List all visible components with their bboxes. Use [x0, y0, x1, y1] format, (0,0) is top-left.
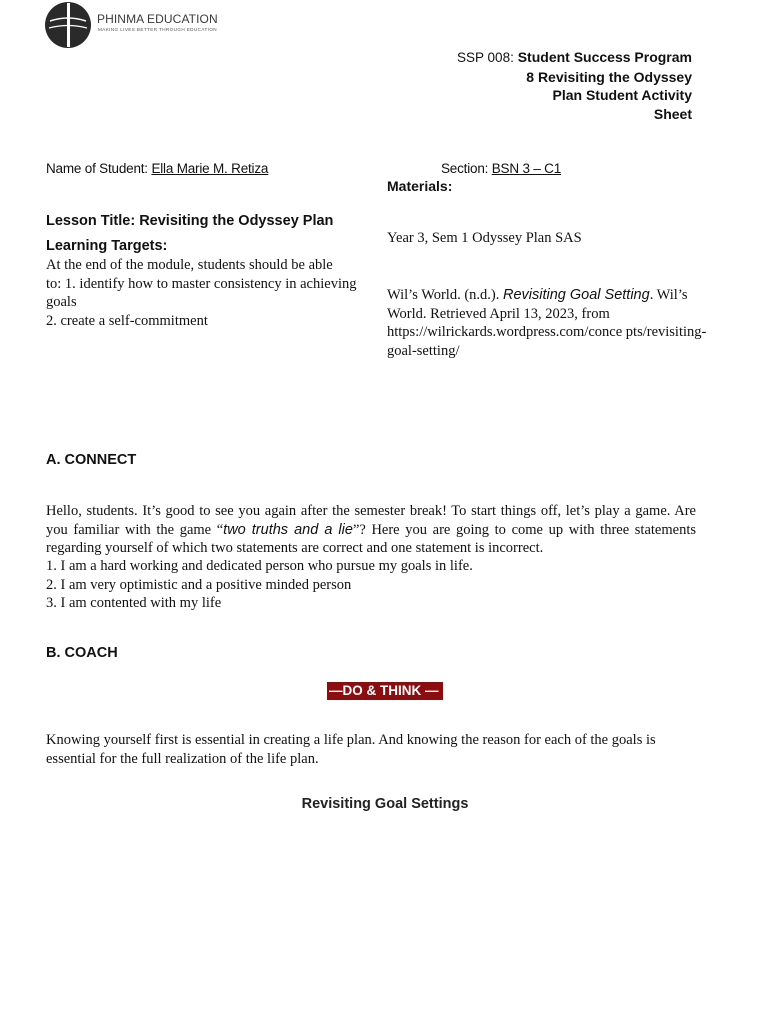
connect-intro-after: ”? Here you are going to come up with three statements regarding yourself of which two statements are correct and one statement is incorrect.	[46, 521, 696, 556]
material-item-2	[387, 286, 717, 360]
learning-target-line: to: 1. identify how to master consistency in achieving	[46, 275, 357, 292]
course-code: SSP 008:	[457, 50, 514, 65]
goal-settings-heading: Revisiting Goal Settings	[301, 796, 469, 812]
material-item-2-title: Revisiting Goal Setting	[503, 287, 650, 303]
list-item: 3. I am contented with my life	[46, 595, 222, 611]
logo-name: PHINMA EDUCATION	[97, 12, 218, 26]
learning-targets-text	[46, 256, 376, 330]
learning-target-line: At the end of the module, students should be able	[46, 257, 333, 273]
material-item-1: Year 3, Sem 1 Odyssey Plan SAS	[387, 230, 582, 246]
student-name-label: Name of Student:	[46, 161, 148, 176]
lesson-title: Lesson Title: Revisiting the Odyssey Plan	[46, 213, 334, 229]
connect-statements	[46, 557, 696, 613]
student-name-value: Ella Marie M. Retiza	[151, 161, 269, 176]
course-title-line-2: 8 Revisiting the Odyssey	[526, 68, 692, 85]
learning-target-line: 2. create a self-commitment	[46, 312, 208, 329]
section-label: Section:	[441, 161, 489, 176]
student-name-line	[46, 161, 268, 176]
connect-intro-before: Hello, students. It’s good to see you again after the semester break! To start things off, let’s play a game. Are you familiar with the game “	[46, 503, 696, 538]
course-title-line-4: Sheet	[653, 105, 692, 122]
material-item-2-suffix: . Wil’s World. Retrieved April 13, 2023, from https://wilrickards.wordpress.com/conce pts/revisiting-goal-setting/	[387, 287, 707, 359]
course-header	[392, 48, 692, 123]
coach-heading: B. COACH	[46, 645, 118, 661]
logo-tagline: MAKING LIVES BETTER THROUGH EDUCATION	[98, 27, 218, 32]
coach-text: Knowing yourself first is essential in creating a life plan. And knowing the reason for each of the goals is essential for the full realization of the life plan.	[46, 732, 656, 767]
materials-label: Materials:	[387, 178, 453, 194]
course-title-line-3: Plan Student Activity	[552, 87, 692, 103]
list-item: 1. I am a hard working and dedicated person who pursue my goals in life.	[46, 558, 473, 574]
learning-targets-label: Learning Targets:	[46, 238, 168, 254]
course-title-line-1: Student Success Program	[517, 49, 692, 65]
phinma-logo-mark	[44, 1, 92, 49]
learning-target-line: goals	[46, 294, 77, 310]
connect-intro	[46, 502, 696, 558]
section-value: BSN 3 – C1	[491, 161, 562, 176]
connect-heading: A. CONNECT	[46, 452, 137, 468]
connect-intro-italic: two truths and a lie	[223, 521, 353, 538]
material-item-2-prefix: Wil’s World. (n.d.).	[387, 287, 503, 303]
list-item: 2. I am very optimistic and a positive minded person	[46, 576, 352, 593]
do-and-think-banner: —DO & THINK —	[327, 682, 443, 700]
section-line	[441, 161, 561, 176]
